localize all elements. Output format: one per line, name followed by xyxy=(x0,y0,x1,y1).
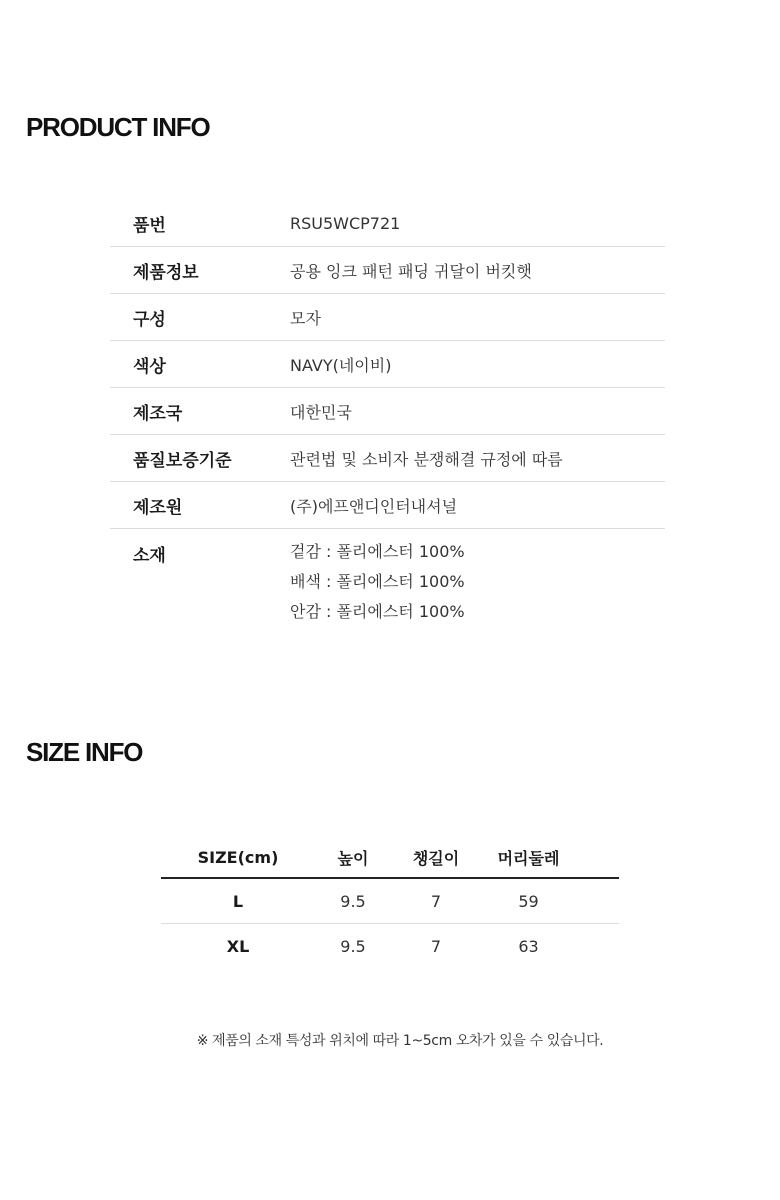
size-header-size: SIZE(cm) xyxy=(197,848,279,867)
info-value: RSU5WCP721 xyxy=(290,213,401,233)
size-table xyxy=(161,838,619,968)
table-row xyxy=(161,879,619,924)
info-value: (주)에프앤디인터내셔널 xyxy=(290,496,458,516)
info-label: 제품정보 xyxy=(133,262,199,283)
size-cell: 9.5 xyxy=(340,936,366,956)
info-value: 관련법 및 소비자 분쟁해결 규정에 따름 xyxy=(290,449,563,469)
info-row-product-number xyxy=(110,200,665,247)
size-note: ※ 제품의 소재 특성과 위치에 따라 1~5cm 오차가 있을 수 있습니다. xyxy=(196,1033,604,1049)
info-label: 제조국 xyxy=(133,403,183,424)
size-cell: L xyxy=(232,891,244,911)
info-value: 대한민국 xyxy=(290,402,352,422)
material-outer: 겉감 : 폴리에스터 100% xyxy=(290,542,465,561)
info-row-manufacturer xyxy=(110,482,665,529)
info-row-product-info xyxy=(110,247,665,294)
info-row-country xyxy=(110,388,665,435)
info-row-composition xyxy=(110,294,665,341)
info-label: 제조원 xyxy=(133,497,183,518)
info-row-material xyxy=(110,529,665,631)
size-info-title: SIZE INFO xyxy=(26,737,143,767)
size-cell: 7 xyxy=(430,936,442,956)
info-value: 모자 xyxy=(290,308,321,328)
size-cell: 9.5 xyxy=(340,891,366,911)
info-label: 품번 xyxy=(133,215,166,236)
info-label: 구성 xyxy=(133,309,166,330)
material-lines xyxy=(290,541,465,631)
info-row-quality-standard xyxy=(110,435,665,482)
size-cell: 63 xyxy=(518,936,539,956)
product-info-table xyxy=(110,200,665,631)
info-label: 품질보증기준 xyxy=(133,450,232,471)
material-trim: 배색 : 폴리에스터 100% xyxy=(290,572,465,591)
product-info-title: PRODUCT INFO xyxy=(26,112,210,142)
size-header-height: 높이 xyxy=(337,849,369,868)
material-lining: 안감 : 폴리에스터 100% xyxy=(290,602,465,621)
info-label: 소재 xyxy=(133,546,166,566)
size-cell: XL xyxy=(226,936,250,956)
info-label: 색상 xyxy=(133,356,166,377)
size-header-brim: 챙길이 xyxy=(412,849,460,868)
size-cell: 59 xyxy=(518,891,539,911)
size-table-header xyxy=(161,838,619,879)
info-row-color xyxy=(110,341,665,388)
size-cell: 7 xyxy=(430,891,442,911)
info-value: NAVY(네이비) xyxy=(290,355,392,375)
table-row xyxy=(161,924,619,968)
size-header-circumference: 머리둘레 xyxy=(497,849,560,868)
info-value: 공용 잉크 패턴 패딩 귀달이 버킷햇 xyxy=(290,261,532,281)
